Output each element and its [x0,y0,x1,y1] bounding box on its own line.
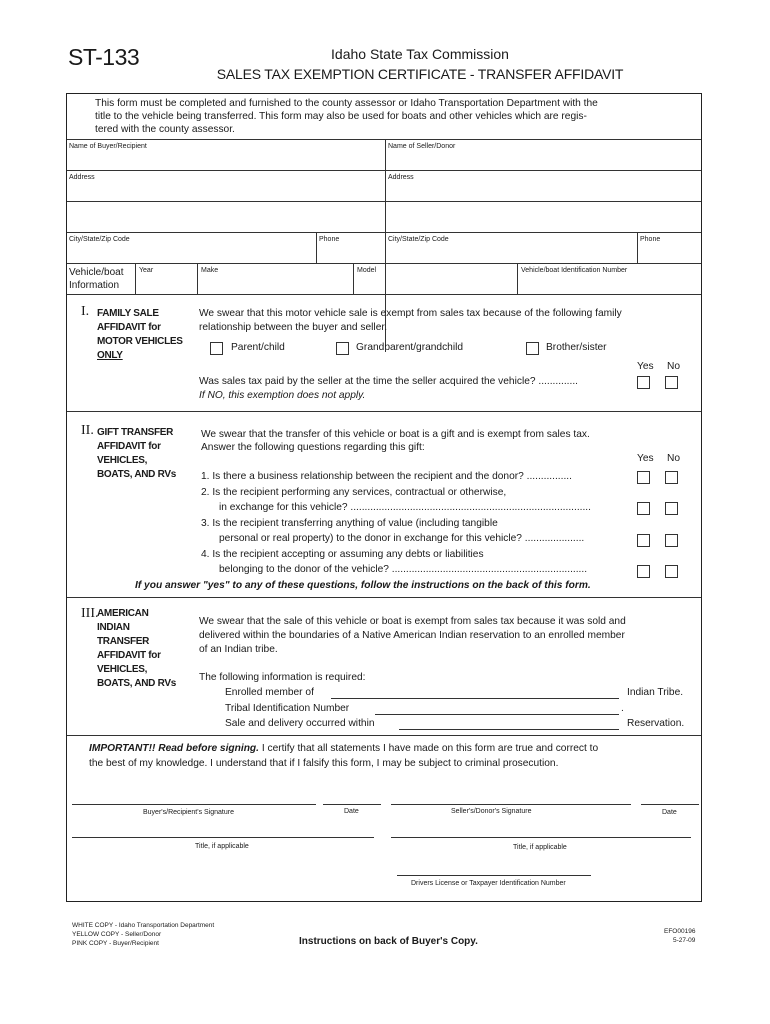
intro-line-1: This form must be completed and furnished to the county assessor or Idaho Transportation Department with the [95,98,598,109]
divider [197,263,198,294]
section-2-note: If you answer "yes" to any of these questions, follow the instructions on the back of this form. [135,580,591,591]
section-2-head: GIFT TRANSFER [97,427,174,438]
q2-no-checkbox[interactable] [665,502,678,515]
buyer-signature-label: Buyer's/Recipient's Signature [143,809,234,816]
form-number: ST-133 [68,44,140,70]
seller-address-field[interactable]: Address [388,174,414,181]
seller-title-line[interactable] [391,837,691,838]
tribal-id-period: . [621,703,624,714]
buyer-city-field[interactable]: City/State/Zip Code [69,236,130,243]
no-header: No [667,361,681,372]
divider [67,263,701,264]
divider [67,232,701,233]
indian-tribe-label: Indian Tribe. [627,687,684,698]
divider [67,411,701,412]
model-field[interactable]: Model [357,267,377,274]
seller-title-label: Title, if applicable [513,844,567,851]
seller-city-field[interactable]: City/State/Zip Code [388,236,449,243]
buyer-title-label: Title, if applicable [195,843,249,850]
section-2-head: BOATS, AND RVs [97,469,176,480]
gift-question-2-cont: in exchange for this vehicle? ..................................................................................... [219,502,591,513]
divider [67,294,701,295]
tax-paid-question: Was sales tax paid by the seller at the time the seller acquired the vehicle? .............. [199,376,579,387]
form-date: 5-27-09 [673,937,696,944]
section-2-text: Answer the following questions regarding this gift: [201,442,425,453]
gift-question-3-cont: personal or real property) to the donor in exchange for this vehicle? ..................... [219,533,585,544]
section-3-head: TRANSFER [97,636,150,647]
enrolled-label: Enrolled member of [225,687,314,698]
vin-field[interactable]: Vehicle/boat Identification Number [521,267,628,274]
brother-sister-checkbox[interactable] [526,342,539,355]
parent-child-label: Parent/child [231,342,285,353]
section-3-numeral: III. [81,606,99,621]
buyer-address-field[interactable]: Address [69,174,95,181]
divider [517,263,518,294]
divider [67,170,701,171]
form-code: EFO00196 [664,928,696,935]
seller-signature-line[interactable] [391,804,631,805]
buyer-phone-field[interactable]: Phone [319,236,340,243]
q4-no-checkbox[interactable] [665,565,678,578]
section-3-head: BOATS, AND RVs [97,678,176,689]
vehicle-label-2: Information [69,280,120,291]
vehicle-label-1: Vehicle/boat [69,267,124,278]
important-text-1: I certify that all statements I have made on this form are true and correct to [258,743,599,754]
copy-white: WHITE COPY - Idaho Transportation Department [72,922,215,929]
buyer-title-line[interactable] [72,837,374,838]
divider [135,263,136,294]
section-1-text: relationship between the buyer and seller. [199,322,388,333]
required-info-label: The following information is required: [199,672,366,683]
brother-sister-label: Brother/sister [546,342,607,353]
buyer-name-field[interactable]: Name of Buyer/Recipient [69,143,147,150]
divider [67,139,701,140]
buyer-date-line[interactable] [323,804,381,805]
q1-no-checkbox[interactable] [665,471,678,484]
q3-no-checkbox[interactable] [665,534,678,547]
license-label: Drivers License or Taxpayer Identification Number [411,880,566,887]
section-3-head: AFFIDAVIT for [97,650,161,661]
seller-signature-label: Seller's/Donor's Signature [451,808,532,815]
section-2-head: VEHICLES, [97,455,148,466]
copy-pink: PINK COPY - Buyer/Recipient [72,940,159,947]
tax-paid-no-checkbox[interactable] [665,376,678,389]
section-1-numeral: I. [81,304,90,319]
q2-yes-checkbox[interactable] [637,502,650,515]
section-1-head: FAMILY SALE [97,308,159,319]
important-lead: IMPORTANT!! Read before signing. [89,743,259,754]
section-3-head: VEHICLES, [97,664,148,675]
q1-yes-checkbox[interactable] [637,471,650,484]
seller-date-line[interactable] [641,804,699,805]
buyer-date-label: Date [344,808,359,815]
form-frame [66,93,702,902]
q4-yes-checkbox[interactable] [637,565,650,578]
yes-header: Yes [637,453,654,464]
form-title: SALES TAX EXEMPTION CERTIFICATE - TRANSFER AFFIDAVIT [216,66,624,82]
divider [353,263,354,294]
parent-child-checkbox[interactable] [210,342,223,355]
divider [316,232,317,263]
section-2-head: AFFIDAVIT for [97,441,161,452]
seller-name-field[interactable]: Name of Seller/Donor [388,143,456,150]
year-field[interactable]: Year [139,267,154,274]
license-line[interactable] [397,875,591,876]
gift-question-4: 4. Is the recipient accepting or assuming any debts or liabilities [201,549,484,560]
tribal-id-label: Tribal Identification Number [225,703,350,714]
grandparent-checkbox[interactable] [336,342,349,355]
intro-line-3: tered with the county assessor. [95,124,235,135]
section-3-text: of an Indian tribe. [199,644,278,655]
make-field[interactable]: Make [201,267,219,274]
section-1-head: AFFIDAVIT for [97,322,161,333]
no-header: No [667,453,681,464]
divider [637,232,638,263]
yes-header: Yes [637,361,654,372]
divider [67,201,701,202]
section-1-note: If NO, this exemption does not apply. [199,390,366,401]
divider [67,735,701,736]
section-3-head: AMERICAN [97,608,149,619]
agency-name: Idaho State Tax Commission [331,46,509,62]
important-statement [89,742,699,756]
important-text-2: the best of my knowledge. I understand that if I falsify this form, I may be subject to criminal prosecution. [89,758,559,769]
section-1-head: MOTOR VEHICLES [97,336,183,347]
sale-location-label: Sale and delivery occurred within [225,718,375,729]
tribal-id-input[interactable] [375,703,619,715]
reservation-input[interactable] [399,718,619,730]
intro-line-2: title to the vehicle being transferred. This form may also be used for boats and other vehicles which are regis- [95,111,587,122]
reservation-label: Reservation. [627,718,685,729]
section-1-text: We swear that this motor vehicle sale is exempt from sales tax because of the following family [199,308,622,319]
enrolled-tribe-input[interactable] [331,687,619,699]
seller-phone-field[interactable]: Phone [640,236,661,243]
gift-question-1: 1. Is there a business relationship between the recipient and the donor? ................ [201,471,572,482]
instructions-note: Instructions on back of Buyer's Copy. [299,936,478,947]
gift-question-3: 3. Is the recipient transferring anything of value (including tangible [201,518,498,529]
copy-yellow: YELLOW COPY - Seller/Donor [72,931,162,938]
gift-question-4-cont: belonging to the donor of the vehicle? ..................................................................... [219,564,588,575]
section-3-text: We swear that the sale of this vehicle or boat is exempt from sales tax because it was sold and [199,616,626,627]
grandparent-label: Grandparent/grandchild [356,342,464,353]
section-2-text: We swear that the transfer of this vehicle or boat is a gift and is exempt from sales tax. [201,429,590,440]
buyer-signature-line[interactable] [72,804,316,805]
gift-question-2: 2. Is the recipient performing any services, contractual or otherwise, [201,487,507,498]
section-2-numeral: II. [81,423,94,438]
divider [67,597,701,598]
tax-paid-yes-checkbox[interactable] [637,376,650,389]
section-3-text: delivered within the boundaries of a Native American Indian reservation to an enrolled member [199,630,625,641]
section-3-head: INDIAN [97,622,130,633]
q3-yes-checkbox[interactable] [637,534,650,547]
section-1-head: ONLY [97,350,123,361]
seller-date-label: Date [662,809,677,816]
